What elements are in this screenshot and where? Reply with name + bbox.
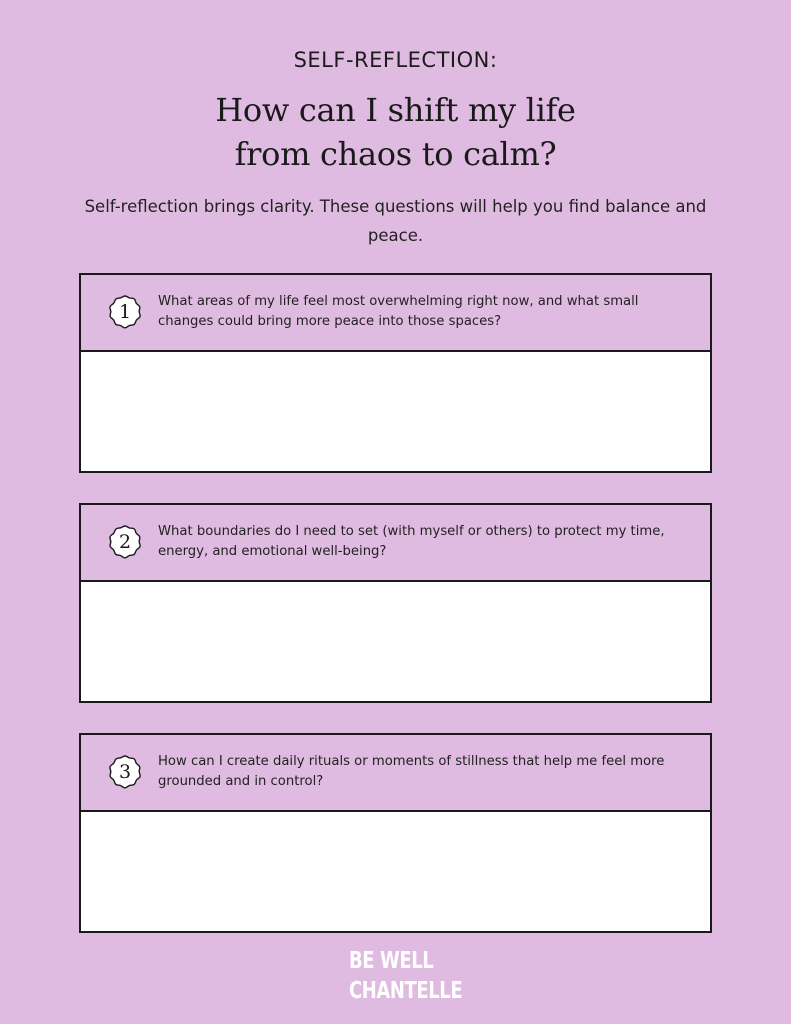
question-header-1	[81, 275, 710, 352]
question-number-1: 1	[118, 301, 132, 323]
question-text-2: What boundaries do I need to set (with myself or others) to protect my time, energy, and emotional well-being?	[158, 524, 665, 559]
question-number-2: 2	[118, 531, 132, 553]
question-header-2	[81, 505, 710, 582]
question-box-1	[79, 273, 712, 473]
question-number-badge-1	[107, 294, 143, 330]
brand-logo-line-1: BE WELL	[349, 948, 434, 974]
page-title-line-2: from chaos to calm?	[234, 135, 557, 173]
question-text-1: What areas of my life feel most overwhelming right now, and what small changes could bring more peace into those spaces?	[158, 294, 639, 329]
question-number-3: 3	[118, 761, 132, 783]
question-header-3	[81, 735, 710, 812]
answer-area-1[interactable]	[81, 352, 710, 471]
brand-logo	[349, 946, 463, 1010]
page-title	[0, 88, 791, 176]
question-number-badge-2	[107, 524, 143, 560]
brand-logo-line-2: CHANTELLE	[349, 978, 463, 1004]
answer-area-3[interactable]	[81, 812, 710, 931]
question-text-3: How can I create daily rituals or moments of stillness that help me feel more grounded and in control?	[158, 754, 665, 789]
question-number-badge-3	[107, 754, 143, 790]
intro-text: Self-reflection brings clarity. These questions will help you find balance and peace.	[84, 197, 707, 245]
question-box-3	[79, 733, 712, 933]
eyebrow-heading: SELF-REFLECTION:	[293, 48, 498, 72]
question-box-2	[79, 503, 712, 703]
answer-area-2[interactable]	[81, 582, 710, 701]
page-title-line-1: How can I shift my life	[215, 91, 576, 129]
